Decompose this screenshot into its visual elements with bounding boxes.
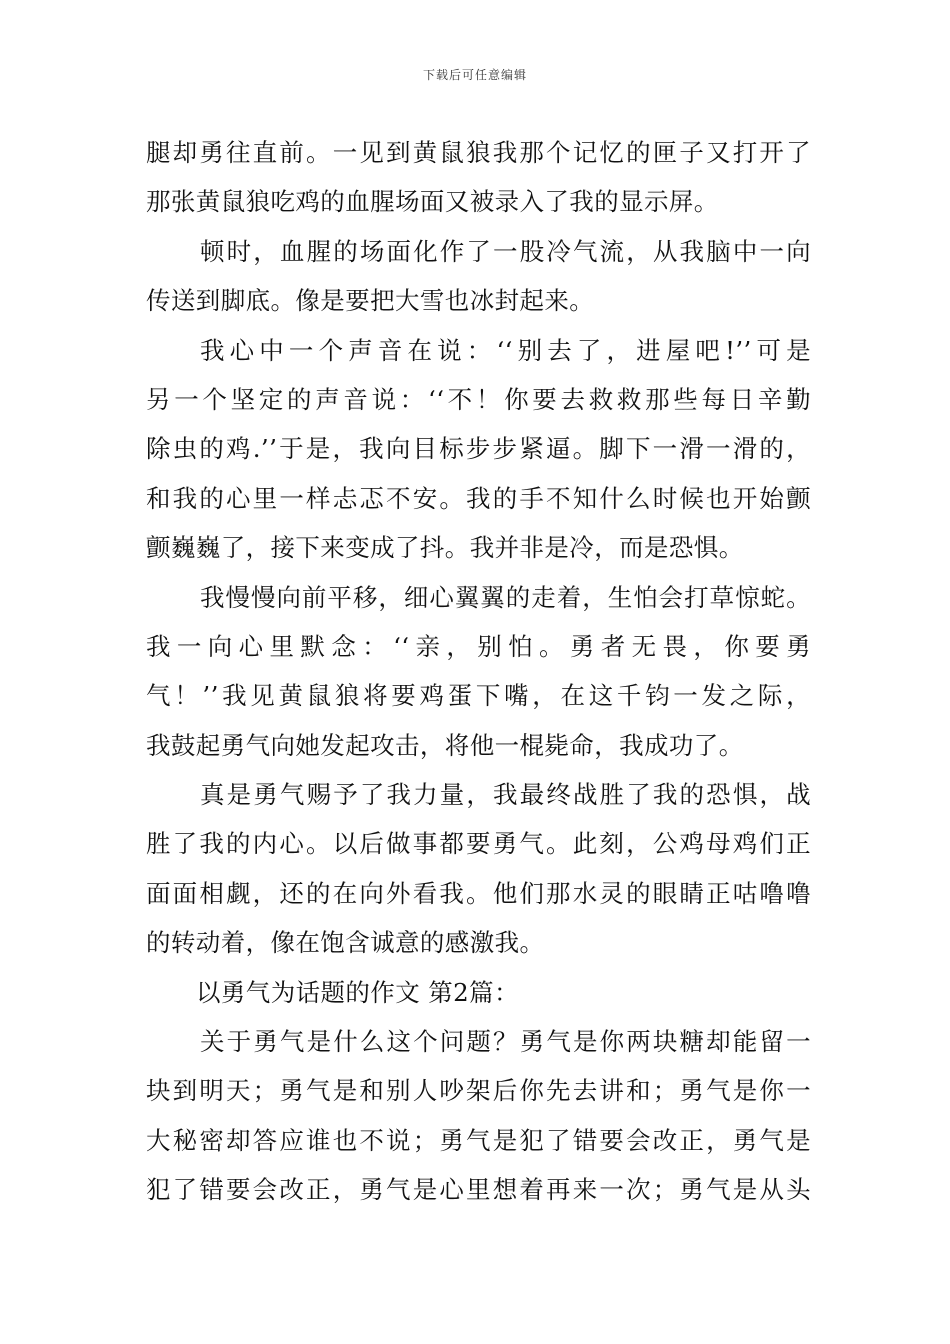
text-line: 我一向心里默念：‘‘亲，别怕。勇者无畏，你要勇	[146, 631, 811, 661]
text-line: 气！’’我见黄鼠狼将要鸡蛋下嘴，在这千钧一发之际，	[146, 681, 811, 711]
text-line: 大秘密却答应谁也不说；勇气是犯了错要会改正，勇气是	[146, 1125, 811, 1155]
text-line: 胜了我的内心。以后做事都要勇气。此刻，公鸡母鸡们正	[146, 829, 811, 859]
text-line: 我鼓起勇气向她发起攻击，将他一棍毙命，我成功了。	[146, 730, 744, 760]
paragraph-first-line: 我心中一个声音在说：‘‘别去了，进屋吧!’’可是	[200, 335, 811, 365]
text-line: 颤巍巍了，接下来变成了抖。我并非是冷，而是恐惧。	[146, 533, 744, 563]
text-line: 和我的心里一样忐忑不安。我的手不知什么时候也开始颤	[146, 483, 811, 513]
section-heading: 以勇气为话题的作文 第2篇：	[196, 977, 519, 1007]
paragraph-first-line: 关于勇气是什么这个问题？勇气是你两块糖却能留一	[200, 1027, 811, 1057]
paragraph-first-line: 我慢慢向前平移，细心翼翼的走着，生怕会打草惊蛇。	[200, 582, 811, 612]
text-line: 面面相觑，还的在向外看我。他们那水灵的眼睛正咕噜噜	[146, 878, 811, 908]
page-header-note: 下载后可任意编辑	[422, 68, 527, 82]
text-line: 腿却勇往直前。一见到黄鼠狼我那个记忆的匣子又打开了	[146, 138, 811, 167]
text-line: 除虫的鸡.’’于是，我向目标步步紧逼。脚下一滑一滑的，	[146, 434, 811, 464]
text-line: 犯了错要会改正，勇气是心里想着再来一次；勇气是从头	[146, 1175, 811, 1205]
paragraph-first-line: 顿时，血腥的场面化作了一股冷气流，从我脑中一向	[200, 236, 811, 266]
text-line: 块到明天；勇气是和别人吵架后你先去讲和；勇气是你一	[146, 1076, 811, 1106]
document-body	[146, 128, 811, 1215]
text-line: 那张黄鼠狼吃鸡的血腥场面又被录入了我的显示屏。	[146, 187, 719, 217]
paragraph-first-line: 真是勇气赐予了我力量，我最终战胜了我的恐惧，战	[200, 780, 811, 810]
text-line: 传送到脚底。像是要把大雪也冰封起来。	[146, 286, 595, 316]
text-line: 另一个坚定的声音说：‘‘不！你要去救救那些每日辛勤	[146, 384, 811, 414]
text-line: 的转动着，像在饱含诚意的感激我。	[146, 928, 545, 958]
